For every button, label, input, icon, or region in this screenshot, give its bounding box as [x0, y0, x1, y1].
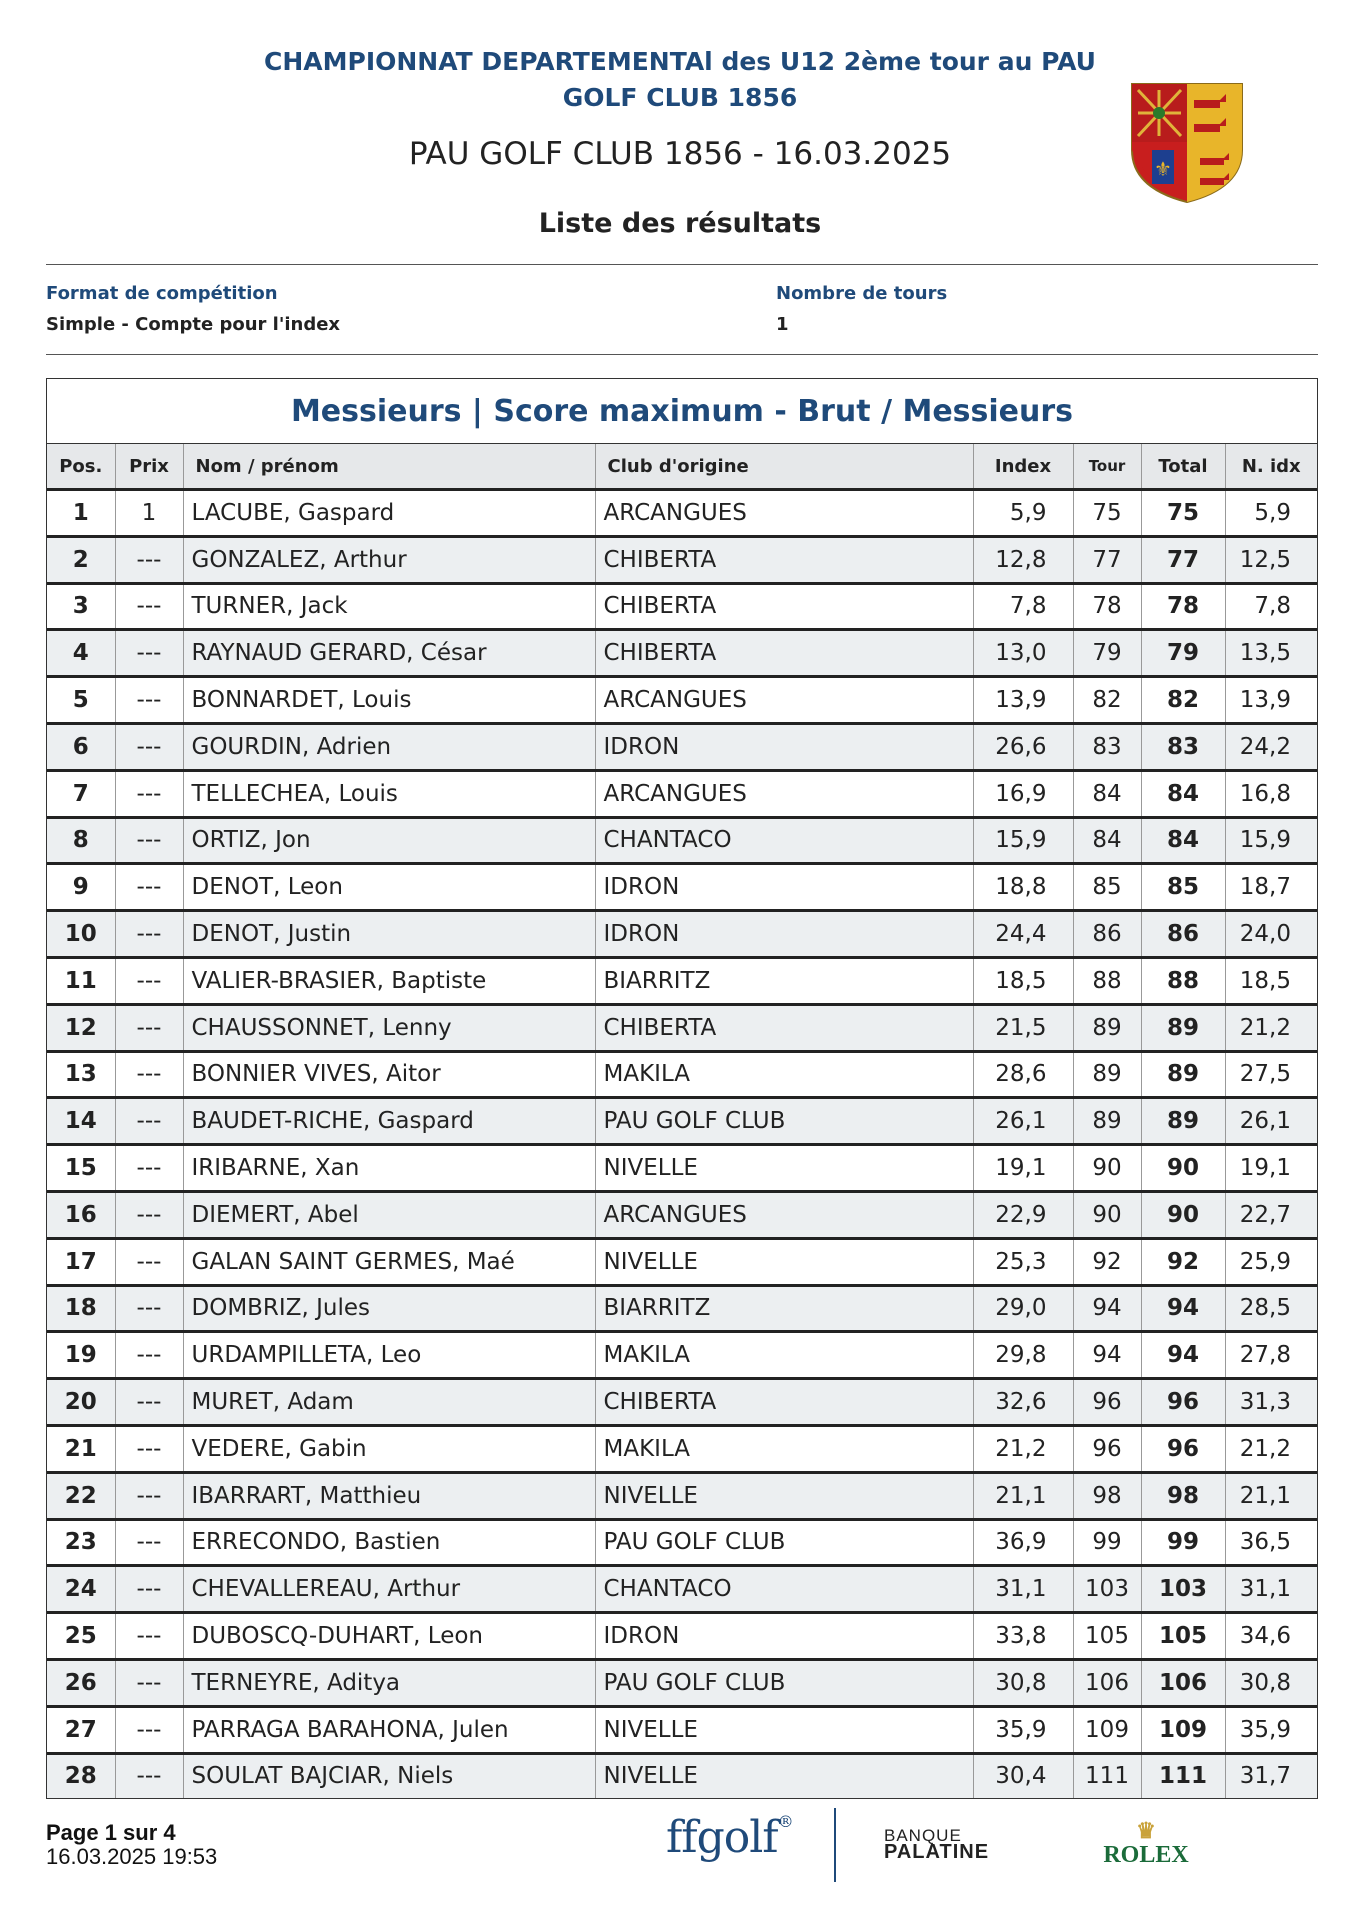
cell-name: RAYNAUD GERARD, César	[183, 630, 595, 677]
cell-new-index: 30,8	[1225, 1659, 1317, 1706]
logo-separator	[834, 1808, 836, 1882]
table-row[interactable]	[47, 1191, 1317, 1238]
cell-total: 103	[1141, 1566, 1225, 1613]
banque-palatine-logo	[884, 1826, 990, 1863]
col-header-total[interactable]: Total	[1141, 444, 1225, 490]
cell-total: 82	[1141, 677, 1225, 724]
col-header-new-index[interactable]: N. idx	[1225, 444, 1317, 490]
cell-pos: 15	[47, 1145, 115, 1192]
cell-prix: ---	[115, 957, 183, 1004]
table-row[interactable]	[47, 1425, 1317, 1472]
cell-pos: 3	[47, 583, 115, 630]
cell-tour: 84	[1073, 817, 1141, 864]
cell-new-index: 16,8	[1225, 770, 1317, 817]
cell-prix: ---	[115, 1706, 183, 1753]
table-row[interactable]	[47, 1659, 1317, 1706]
cell-total: 105	[1141, 1613, 1225, 1660]
print-datetime: 16.03.2025 19:53	[46, 1844, 218, 1869]
cell-club: CHIBERTA	[595, 1379, 973, 1426]
cell-index: 30,8	[973, 1659, 1073, 1706]
cell-club: NIVELLE	[595, 1753, 973, 1798]
cell-tour: 92	[1073, 1238, 1141, 1285]
palatine-line-2: PALATINE	[884, 1841, 990, 1863]
cell-tour: 99	[1073, 1519, 1141, 1566]
cell-tour: 103	[1073, 1566, 1141, 1613]
cell-name: ORTIZ, Jon	[183, 817, 595, 864]
cell-pos: 23	[47, 1519, 115, 1566]
cell-new-index: 31,7	[1225, 1753, 1317, 1798]
table-row[interactable]	[47, 1145, 1317, 1192]
cell-name: ERRECONDO, Bastien	[183, 1519, 595, 1566]
cell-index: 13,0	[973, 630, 1073, 677]
ffgolf-wordmark: ffgolf	[666, 1812, 778, 1863]
cell-new-index: 15,9	[1225, 817, 1317, 864]
title-line-2: GOLF CLUB 1856	[562, 83, 798, 112]
cell-new-index: 26,1	[1225, 1098, 1317, 1145]
cell-club: ARCANGUES	[595, 490, 973, 537]
cell-name: DOMBRIZ, Jules	[183, 1285, 595, 1332]
col-header-name[interactable]: Nom / prénom	[183, 444, 595, 490]
cell-index: 35,9	[973, 1706, 1073, 1753]
cell-pos: 25	[47, 1613, 115, 1660]
cell-club: ARCANGUES	[595, 770, 973, 817]
cell-club: CHIBERTA	[595, 630, 973, 677]
cell-prix: ---	[115, 1098, 183, 1145]
cell-tour: 98	[1073, 1472, 1141, 1519]
cell-tour: 78	[1073, 583, 1141, 630]
cell-new-index: 22,7	[1225, 1191, 1317, 1238]
cell-new-index: 21,1	[1225, 1472, 1317, 1519]
cell-total: 89	[1141, 1051, 1225, 1098]
cell-prix: ---	[115, 1004, 183, 1051]
cell-total: 109	[1141, 1706, 1225, 1753]
cell-tour: 82	[1073, 677, 1141, 724]
cell-tour: 90	[1073, 1191, 1141, 1238]
table-row[interactable]	[47, 1706, 1317, 1753]
cell-club: PAU GOLF CLUB	[595, 1659, 973, 1706]
table-row[interactable]	[47, 1332, 1317, 1379]
cell-name: DIEMERT, Abel	[183, 1191, 595, 1238]
cell-total: 89	[1141, 1098, 1225, 1145]
cell-tour: 79	[1073, 630, 1141, 677]
cell-pos: 8	[47, 817, 115, 864]
cell-new-index: 28,5	[1225, 1285, 1317, 1332]
cell-prix: ---	[115, 677, 183, 724]
table-row[interactable]	[47, 583, 1317, 630]
cell-prix: ---	[115, 1379, 183, 1426]
cell-pos: 9	[47, 864, 115, 911]
cell-tour: 109	[1073, 1706, 1141, 1753]
table-row[interactable]	[47, 1051, 1317, 1098]
cell-new-index: 27,8	[1225, 1332, 1317, 1379]
cell-index: 21,1	[973, 1472, 1073, 1519]
cell-prix: ---	[115, 1145, 183, 1192]
table-header-row	[47, 444, 1317, 490]
cell-total: 79	[1141, 630, 1225, 677]
format-value: Simple - Compte pour l'index	[46, 314, 341, 335]
cell-index: 15,9	[973, 817, 1073, 864]
cell-club: CHANTACO	[595, 817, 973, 864]
cell-prix: ---	[115, 1285, 183, 1332]
cell-total: 89	[1141, 1004, 1225, 1051]
cell-pos: 4	[47, 630, 115, 677]
cell-total: 111	[1141, 1753, 1225, 1798]
cell-pos: 14	[47, 1098, 115, 1145]
rounds-value: 1	[776, 314, 789, 335]
cell-total: 88	[1141, 957, 1225, 1004]
results-table	[47, 444, 1317, 1798]
results-section-title: Messieurs | Score maximum - Brut / Messieurs	[47, 379, 1317, 444]
table-row[interactable]	[47, 1519, 1317, 1566]
table-row[interactable]	[47, 817, 1317, 864]
cell-total: 92	[1141, 1238, 1225, 1285]
cell-tour: 96	[1073, 1425, 1141, 1472]
cell-pos: 17	[47, 1238, 115, 1285]
cell-prix: ---	[115, 1566, 183, 1613]
cell-new-index: 35,9	[1225, 1706, 1317, 1753]
cell-total: 96	[1141, 1425, 1225, 1472]
cell-pos: 10	[47, 911, 115, 958]
cell-club: IDRON	[595, 1613, 973, 1660]
table-row[interactable]	[47, 1566, 1317, 1613]
cell-prix: ---	[115, 1238, 183, 1285]
rolex-wordmark: ROLEX	[1103, 1842, 1189, 1868]
table-row[interactable]	[47, 1472, 1317, 1519]
cell-new-index: 25,9	[1225, 1238, 1317, 1285]
cell-total: 84	[1141, 770, 1225, 817]
table-row[interactable]	[47, 957, 1317, 1004]
cell-total: 84	[1141, 817, 1225, 864]
cell-index: 25,3	[973, 1238, 1073, 1285]
cell-prix: ---	[115, 1472, 183, 1519]
cell-club: NIVELLE	[595, 1472, 973, 1519]
cell-index: 28,6	[973, 1051, 1073, 1098]
table-row[interactable]	[47, 1004, 1317, 1051]
cell-name: TELLECHEA, Louis	[183, 770, 595, 817]
cell-index: 5,9	[973, 490, 1073, 537]
table-row[interactable]	[47, 630, 1317, 677]
cell-index: 22,9	[973, 1191, 1073, 1238]
cell-club: CHIBERTA	[595, 536, 973, 583]
cell-tour: 86	[1073, 911, 1141, 958]
cell-pos: 24	[47, 1566, 115, 1613]
crown-icon: ♛	[1136, 1818, 1156, 1843]
cell-tour: 89	[1073, 1004, 1141, 1051]
cell-index: 18,5	[973, 957, 1073, 1004]
cell-total: 99	[1141, 1519, 1225, 1566]
cell-prix: ---	[115, 770, 183, 817]
cell-pos: 16	[47, 1191, 115, 1238]
cell-club: NIVELLE	[595, 1238, 973, 1285]
cell-tour: 105	[1073, 1613, 1141, 1660]
table-row[interactable]	[47, 536, 1317, 583]
cell-name: GONZALEZ, Arthur	[183, 536, 595, 583]
rolex-logo	[1094, 1820, 1198, 1869]
cell-total: 86	[1141, 911, 1225, 958]
cell-pos: 19	[47, 1332, 115, 1379]
cell-name: DENOT, Justin	[183, 911, 595, 958]
cell-total: 94	[1141, 1285, 1225, 1332]
cell-club: IDRON	[595, 723, 973, 770]
cell-pos: 11	[47, 957, 115, 1004]
cell-pos: 13	[47, 1051, 115, 1098]
divider-bottom	[46, 354, 1318, 355]
cell-pos: 1	[47, 490, 115, 537]
cell-tour: 85	[1073, 864, 1141, 911]
results-table-body	[47, 490, 1317, 1799]
cell-name: VALIER-BRASIER, Baptiste	[183, 957, 595, 1004]
cell-new-index: 36,5	[1225, 1519, 1317, 1566]
cell-index: 30,4	[973, 1753, 1073, 1798]
cell-total: 94	[1141, 1332, 1225, 1379]
cell-total: 75	[1141, 490, 1225, 537]
table-row[interactable]	[47, 1379, 1317, 1426]
cell-name: VEDERE, Gabin	[183, 1425, 595, 1472]
table-row[interactable]	[47, 1238, 1317, 1285]
cell-new-index: 31,1	[1225, 1566, 1317, 1613]
cell-club: ARCANGUES	[595, 1191, 973, 1238]
cell-name: TURNER, Jack	[183, 583, 595, 630]
cell-total: 90	[1141, 1145, 1225, 1192]
cell-total: 98	[1141, 1472, 1225, 1519]
cell-new-index: 31,3	[1225, 1379, 1317, 1426]
cell-prix: ---	[115, 1191, 183, 1238]
col-header-prix[interactable]: Prix	[115, 444, 183, 490]
cell-club: CHIBERTA	[595, 1004, 973, 1051]
cell-tour: 96	[1073, 1379, 1141, 1426]
page-number: Page 1 sur 4	[46, 1820, 176, 1845]
cell-name: MURET, Adam	[183, 1379, 595, 1426]
cell-total: 78	[1141, 583, 1225, 630]
cell-new-index: 13,9	[1225, 677, 1317, 724]
table-row[interactable]	[47, 770, 1317, 817]
col-header-club[interactable]: Club d'origine	[595, 444, 973, 490]
cell-prix: 1	[115, 490, 183, 537]
col-header-pos[interactable]: Pos.	[47, 444, 115, 490]
cell-tour: 75	[1073, 490, 1141, 537]
cell-pos: 5	[47, 677, 115, 724]
cell-name: LACUBE, Gaspard	[183, 490, 595, 537]
cell-pos: 20	[47, 1379, 115, 1426]
document-title	[240, 44, 1120, 116]
cell-club: MAKILA	[595, 1425, 973, 1472]
cell-name: GOURDIN, Adrien	[183, 723, 595, 770]
ffgolf-logo	[666, 1812, 793, 1863]
cell-name: BONNIER VIVES, Aitor	[183, 1051, 595, 1098]
cell-new-index: 18,7	[1225, 864, 1317, 911]
table-row[interactable]	[47, 1613, 1317, 1660]
cell-pos: 6	[47, 723, 115, 770]
cell-pos: 21	[47, 1425, 115, 1472]
table-row[interactable]	[47, 1285, 1317, 1332]
cell-tour: 83	[1073, 723, 1141, 770]
cell-prix: ---	[115, 1332, 183, 1379]
cell-new-index: 24,2	[1225, 723, 1317, 770]
cell-tour: 94	[1073, 1332, 1141, 1379]
cell-total: 106	[1141, 1659, 1225, 1706]
cell-club: BIARRITZ	[595, 957, 973, 1004]
cell-tour: 106	[1073, 1659, 1141, 1706]
cell-club: PAU GOLF CLUB	[595, 1519, 973, 1566]
cell-club: BIARRITZ	[595, 1285, 973, 1332]
cell-tour: 88	[1073, 957, 1141, 1004]
col-header-index[interactable]: Index	[973, 444, 1073, 490]
cell-name: CHEVALLEREAU, Arthur	[183, 1566, 595, 1613]
cell-pos: 26	[47, 1659, 115, 1706]
cell-pos: 18	[47, 1285, 115, 1332]
cell-index: 29,8	[973, 1332, 1073, 1379]
palatine-line-1: BANQUE	[884, 1826, 962, 1845]
cell-index: 31,1	[973, 1566, 1073, 1613]
cell-new-index: 18,5	[1225, 957, 1317, 1004]
cell-prix: ---	[115, 1753, 183, 1798]
cell-prix: ---	[115, 1519, 183, 1566]
cell-index: 19,1	[973, 1145, 1073, 1192]
cell-new-index: 24,0	[1225, 911, 1317, 958]
cell-index: 32,6	[973, 1379, 1073, 1426]
cell-index: 26,1	[973, 1098, 1073, 1145]
cell-new-index: 19,1	[1225, 1145, 1317, 1192]
cell-prix: ---	[115, 630, 183, 677]
cell-tour: 84	[1073, 770, 1141, 817]
cell-club: CHIBERTA	[595, 583, 973, 630]
cell-total: 77	[1141, 536, 1225, 583]
cell-tour: 77	[1073, 536, 1141, 583]
table-row[interactable]	[47, 490, 1317, 537]
cell-name: DUBOSCQ-DUHART, Leon	[183, 1613, 595, 1660]
cell-index: 12,8	[973, 536, 1073, 583]
cell-pos: 27	[47, 1706, 115, 1753]
cell-pos: 7	[47, 770, 115, 817]
table-row[interactable]	[47, 677, 1317, 724]
rounds-label: Nombre de tours	[776, 283, 948, 304]
cell-club: IDRON	[595, 911, 973, 958]
cell-tour: 89	[1073, 1098, 1141, 1145]
cell-index: 16,9	[973, 770, 1073, 817]
cell-name: GALAN SAINT GERMES, Maé	[183, 1238, 595, 1285]
svg-text:⚜: ⚜	[1154, 157, 1172, 181]
cell-name: CHAUSSONNET, Lenny	[183, 1004, 595, 1051]
document-subtitle: PAU GOLF CLUB 1856 - 16.03.2025	[408, 136, 952, 172]
cell-name: PARRAGA BARAHONA, Julen	[183, 1706, 595, 1753]
cell-index: 13,9	[973, 677, 1073, 724]
cell-index: 21,2	[973, 1425, 1073, 1472]
table-row[interactable]	[47, 723, 1317, 770]
cell-name: URDAMPILLETA, Leo	[183, 1332, 595, 1379]
cell-club: NIVELLE	[595, 1706, 973, 1753]
cell-pos: 22	[47, 1472, 115, 1519]
cell-tour: 111	[1073, 1753, 1141, 1798]
cell-index: 24,4	[973, 911, 1073, 958]
format-label: Format de compétition	[46, 283, 278, 304]
cell-prix: ---	[115, 1613, 183, 1660]
cell-index: 7,8	[973, 583, 1073, 630]
divider-top	[46, 264, 1318, 265]
table-row[interactable]	[47, 1753, 1317, 1798]
cell-prix: ---	[115, 723, 183, 770]
cell-tour: 90	[1073, 1145, 1141, 1192]
results-table-panel	[46, 378, 1318, 1799]
cell-club: NIVELLE	[595, 1145, 973, 1192]
cell-name: TERNEYRE, Aditya	[183, 1659, 595, 1706]
cell-total: 83	[1141, 723, 1225, 770]
cell-total: 90	[1141, 1191, 1225, 1238]
cell-tour: 94	[1073, 1285, 1141, 1332]
cell-club: MAKILA	[595, 1051, 973, 1098]
cell-total: 96	[1141, 1379, 1225, 1426]
col-header-tour[interactable]: Tour	[1073, 444, 1141, 490]
cell-club: MAKILA	[595, 1332, 973, 1379]
cell-new-index: 27,5	[1225, 1051, 1317, 1098]
cell-tour: 89	[1073, 1051, 1141, 1098]
coat-of-arms-logo	[1128, 80, 1246, 206]
cell-index: 33,8	[973, 1613, 1073, 1660]
cell-prix: ---	[115, 817, 183, 864]
registered-mark: ®	[777, 1812, 793, 1831]
cell-new-index: 21,2	[1225, 1004, 1317, 1051]
cell-name: BAUDET-RICHE, Gaspard	[183, 1098, 595, 1145]
cell-prix: ---	[115, 1659, 183, 1706]
cell-name: DENOT, Leon	[183, 864, 595, 911]
cell-name: IBARRART, Matthieu	[183, 1472, 595, 1519]
cell-index: 29,0	[973, 1285, 1073, 1332]
list-title: Liste des résultats	[538, 208, 822, 239]
cell-new-index: 21,2	[1225, 1425, 1317, 1472]
cell-prix: ---	[115, 1425, 183, 1472]
cell-prix: ---	[115, 583, 183, 630]
cell-pos: 28	[47, 1753, 115, 1798]
table-row[interactable]	[47, 864, 1317, 911]
cell-pos: 2	[47, 536, 115, 583]
table-row[interactable]	[47, 1098, 1317, 1145]
cell-new-index: 34,6	[1225, 1613, 1317, 1660]
cell-new-index: 12,5	[1225, 536, 1317, 583]
cell-index: 26,6	[973, 723, 1073, 770]
cell-club: CHANTACO	[595, 1566, 973, 1613]
cell-name: IRIBARNE, Xan	[183, 1145, 595, 1192]
cell-name: BONNARDET, Louis	[183, 677, 595, 724]
cell-index: 21,5	[973, 1004, 1073, 1051]
cell-new-index: 13,5	[1225, 630, 1317, 677]
cell-club: IDRON	[595, 864, 973, 911]
cell-new-index: 7,8	[1225, 583, 1317, 630]
cell-prix: ---	[115, 536, 183, 583]
table-row[interactable]	[47, 911, 1317, 958]
title-line-1: CHAMPIONNAT DEPARTEMENTAl des U12 2ème tour au PAU	[264, 47, 1096, 76]
cell-total: 85	[1141, 864, 1225, 911]
cell-prix: ---	[115, 1051, 183, 1098]
cell-name: SOULAT BAJCIAR, Niels	[183, 1753, 595, 1798]
cell-pos: 12	[47, 1004, 115, 1051]
cell-index: 18,8	[973, 864, 1073, 911]
cell-index: 36,9	[973, 1519, 1073, 1566]
cell-prix: ---	[115, 911, 183, 958]
cell-prix: ---	[115, 864, 183, 911]
cell-club: PAU GOLF CLUB	[595, 1098, 973, 1145]
cell-new-index: 5,9	[1225, 490, 1317, 537]
cell-club: ARCANGUES	[595, 677, 973, 724]
